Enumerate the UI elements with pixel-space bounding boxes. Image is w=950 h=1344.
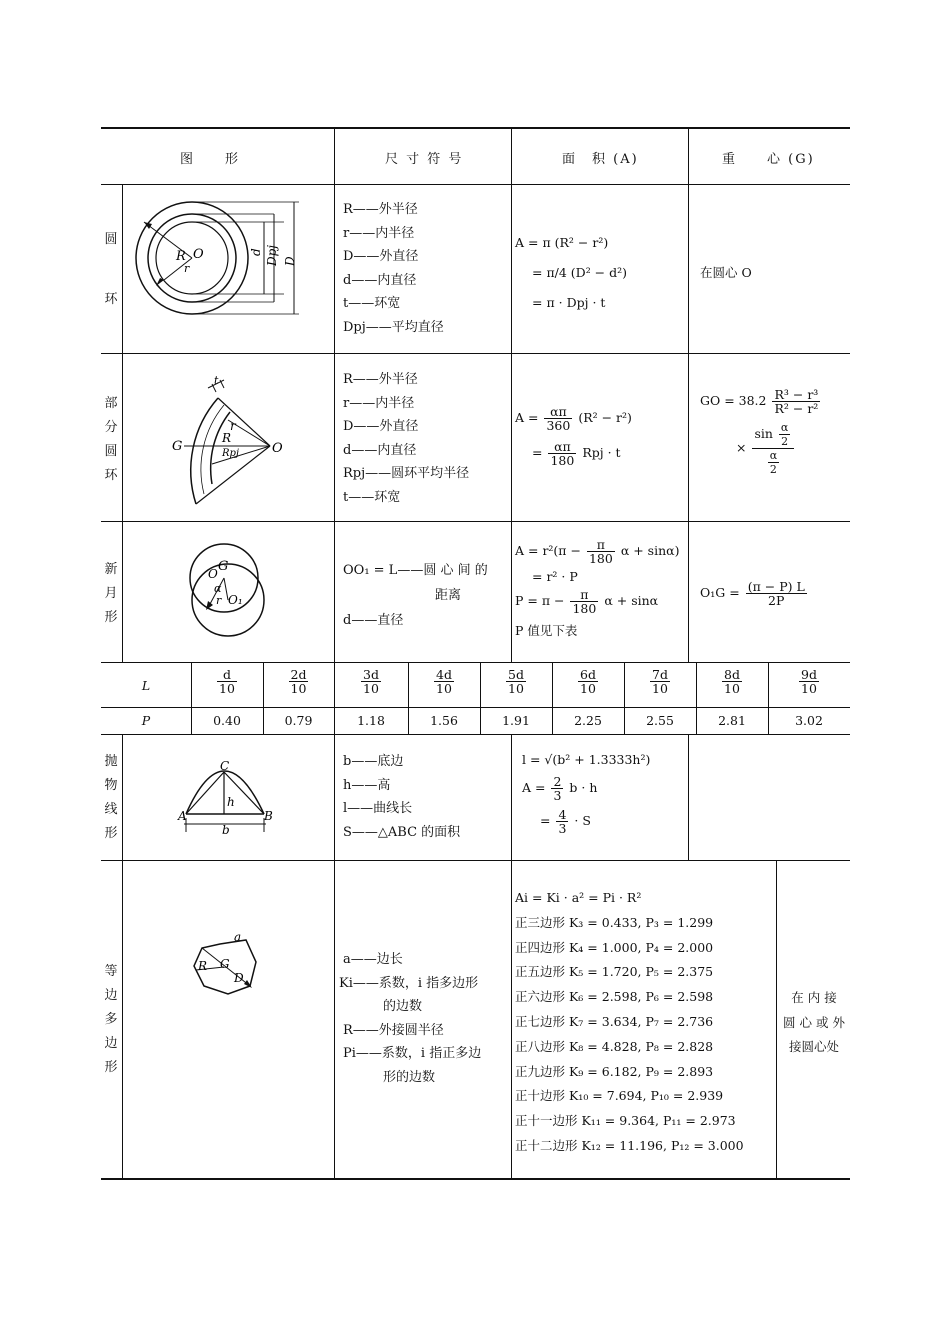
lp-L-cell <box>552 668 624 695</box>
ring-symbol: Dpj——平均直径 <box>343 319 444 335</box>
polygon-formula-row: 正十一边形 K₁₁ = 9.364, P₁₁ = 2.973 <box>515 1113 736 1129</box>
frac-den: 10 <box>290 681 307 696</box>
partial-ring-symbol: t——环宽 <box>343 489 401 505</box>
partial-ring-symbol: Rpj——圆环平均半径 <box>343 466 470 481</box>
crescent-fig-alpha: α <box>214 582 222 595</box>
parabola-symbols <box>343 750 460 844</box>
ring-fig-O: O <box>193 247 204 262</box>
ring-area-line: A = π (R² − r²) <box>515 235 609 250</box>
parabola-area2-tail: · S <box>574 813 591 828</box>
sin-label: sin <box>754 426 773 441</box>
figure-col-rule <box>334 127 335 662</box>
parabola-fig-A: A <box>178 809 187 823</box>
ring-symbol: r——内半径 <box>343 225 415 241</box>
partial-ring-area-eq2: = <box>532 445 543 460</box>
parabola-symbol: l——曲线长 <box>343 801 413 816</box>
partial-ring-area-frac2 <box>548 440 576 467</box>
polygon-formula-row: 正六边形 K₆ = 2.598, P₆ = 2.598 <box>515 989 714 1005</box>
ring-symbol: d——内直径 <box>343 272 417 288</box>
frac-num: d <box>217 668 237 682</box>
parabola-symbol: S——△ABC 的面积 <box>343 824 461 840</box>
polygon-symbol: Pi——系数，i 指正多边 <box>343 1046 482 1061</box>
polygon-label-char: 形 <box>104 1060 118 1075</box>
frac-den: 10 <box>724 681 740 696</box>
crescent-centroid-frac <box>746 580 807 607</box>
partial-ring-label-char: 分 <box>104 420 118 435</box>
crescent-label <box>103 558 119 630</box>
polygon-symbol: a——边长 <box>343 952 403 967</box>
parabola-area2-prefix: = <box>540 813 551 828</box>
ring-fig-d: d <box>249 248 263 256</box>
ring-symbol: t——环宽 <box>343 296 401 311</box>
polygon-symbol: 的边数 <box>383 999 423 1014</box>
ring-symbols <box>343 198 444 339</box>
polygon-symbol: R——外接圆半径 <box>343 1022 444 1038</box>
frac-num: π <box>587 538 615 552</box>
polygon-figure <box>124 920 334 1020</box>
parabola-label-char: 线 <box>104 802 118 817</box>
frac-num: απ <box>548 440 576 454</box>
frac-num: R³ − r³ <box>774 387 819 402</box>
polygon-formula-row: 正五边形 K₅ = 1.720, P₅ = 2.375 <box>515 964 714 980</box>
frac-num: απ <box>544 405 572 419</box>
frac-den: 10 <box>580 681 596 696</box>
crescent-area4: P 值见下表 <box>515 623 578 638</box>
frac-den: 10 <box>508 681 524 696</box>
header-area: 面 积 (A) <box>562 152 639 167</box>
frac-den: 2 <box>769 463 777 476</box>
polygon-label-char: 等 <box>104 964 118 979</box>
ring-fig-R: R <box>176 249 186 264</box>
frac-num: 4 <box>558 807 567 822</box>
crescent-area2: = r² · P <box>532 569 578 584</box>
lp-L-cell <box>191 668 263 695</box>
polygon-symbols <box>339 948 481 1089</box>
frac-num: α <box>769 449 778 462</box>
frac-den: 3 <box>553 788 562 803</box>
frac-den: 2 <box>781 435 789 448</box>
lp-P-cell: 0.40 <box>213 713 241 728</box>
polygon-formula-row: 正三边形 K₃ = 0.433, P₃ = 1.299 <box>515 914 714 930</box>
lp-P-cell: 2.55 <box>646 713 674 728</box>
partial-ring-figure <box>124 360 334 518</box>
parabola-symbol: h——高 <box>343 777 391 793</box>
polygon-symbol: 形的边数 <box>383 1069 436 1085</box>
lp-P-cell: 1.91 <box>502 713 530 728</box>
frac-num: π <box>570 588 598 602</box>
frac-num: 2 <box>553 774 562 789</box>
frac-num: 8d <box>724 667 740 682</box>
ring-centroid: 在圆心 O <box>700 265 752 280</box>
crescent-label-char: 新 <box>104 562 118 577</box>
frac-num: 5d <box>508 667 524 682</box>
partial-ring-fig-r: r <box>230 419 236 433</box>
parabola-label-char: 形 <box>104 826 118 841</box>
lp-P-cell: 3.02 <box>795 713 823 728</box>
crescent-symbols <box>343 558 488 633</box>
crescent-centroid-prefix: O₁G = <box>700 585 740 600</box>
frac-num: 2d <box>290 667 307 682</box>
partial-ring-centroid <box>700 388 822 476</box>
ring-fig-D: D <box>283 256 297 266</box>
polygon-centroid-line: 在 内 接 <box>791 990 837 1005</box>
lp-L-cell <box>480 668 552 695</box>
partial-ring-label-char: 环 <box>104 468 118 483</box>
lp-P-cell: 0.79 <box>284 713 313 728</box>
frac-den: 180 <box>572 601 597 616</box>
polygon-formula-row: 正四边形 K₄ = 1.000, P₄ = 2.000 <box>515 939 714 955</box>
partial-ring-area-prefix: A = <box>515 410 539 425</box>
partial-ring-fig-R: R <box>222 431 232 445</box>
lp-L-cell <box>768 668 850 695</box>
partial-ring-fig-t: t <box>214 374 219 387</box>
parabola-area1-tail: b · h <box>569 780 598 795</box>
frac-num: 3d <box>363 667 379 682</box>
crescent-symbol: 距离 <box>435 588 462 603</box>
ring-bottom-rule <box>101 353 850 354</box>
polygon-fig-R: R <box>198 959 208 973</box>
partial-ring-area-frac1 <box>544 405 572 432</box>
crescent-label-char: 月 <box>104 586 118 601</box>
area-col-rule-polygon <box>776 860 777 1178</box>
partial-ring-centroid-sin-frac <box>752 421 794 476</box>
parabola-label-char: 抛 <box>104 754 118 769</box>
ring-area-line: = π · Dpj · t <box>532 295 606 310</box>
parabola-area1-frac <box>551 775 563 802</box>
frac-den: 10 <box>363 681 379 696</box>
partial-ring-label <box>103 392 119 488</box>
partial-ring-centroid-times: × <box>736 440 747 455</box>
polygon-fig-G: G <box>220 957 230 971</box>
header-symbols: 尺 寸 符 号 <box>385 152 464 167</box>
polygon-formula-row: 正九边形 K₉ = 6.182, P₉ = 2.893 <box>515 1063 714 1079</box>
partial-ring-fig-G: G <box>172 439 183 454</box>
frac-den: R² − r² <box>774 401 819 416</box>
polygon-centroid-line: 接圆心处 <box>788 1039 839 1054</box>
frac-den: 180 <box>588 551 613 566</box>
label-col-rule <box>122 184 123 662</box>
partial-ring-symbol: R——外半径 <box>343 372 418 387</box>
frac-den: 360 <box>546 418 571 433</box>
table-bottom-rule <box>101 1178 850 1180</box>
ring-fig-Dpj: Dpj <box>265 244 279 266</box>
ring-symbol: R——外半径 <box>343 202 418 217</box>
frac-den: 10 <box>436 681 452 696</box>
polygon-fig-a: a <box>234 930 242 944</box>
partial-ring-symbol: d——内直径 <box>343 442 417 458</box>
polygon-formula-row: 正十二边形 K₁₂ = 11.196, P₁₂ = 3.000 <box>515 1137 744 1153</box>
parabola-figure <box>124 740 334 858</box>
lp-P-cell: 1.56 <box>430 713 458 728</box>
parabola-bottom-rule <box>101 860 850 861</box>
frac-num: (π − P) L <box>747 579 805 594</box>
parabola-label-char: 物 <box>104 778 118 793</box>
polygon-fig-D: D <box>234 971 244 985</box>
lp-L-cell <box>408 668 480 695</box>
ring-figure <box>124 188 334 350</box>
partial-ring-label-char: 部 <box>104 396 118 411</box>
partial-ring-bottom-rule <box>101 521 850 522</box>
polygon-label-char: 边 <box>104 1036 118 1051</box>
crescent-area3-prefix: P = π − <box>515 593 565 608</box>
label-col-rule-lower <box>122 734 123 1178</box>
partial-ring-centroid-frac <box>772 388 820 415</box>
parabola-area2-frac <box>556 808 568 835</box>
parabola-symbol: b——底边 <box>343 754 404 769</box>
crescent-figure <box>124 524 334 660</box>
ring-label-char: 环 <box>104 292 118 307</box>
frac-num: α <box>780 421 789 434</box>
lp-L-cell <box>334 668 408 695</box>
polygon-formulas <box>515 886 744 1159</box>
crescent-area3-tail: α + sinα <box>604 593 659 608</box>
polygon-symbol: Ki——系数，i 指多边形 <box>339 975 479 991</box>
polygon-centroid-line: 圆 心 或 外 <box>783 1014 845 1030</box>
ring-area <box>515 228 627 318</box>
polygon-label-char: 边 <box>104 988 118 1003</box>
frac-num: 4d <box>436 667 452 682</box>
crescent-fig-G: G <box>218 559 229 574</box>
frac-den: 2P <box>768 593 785 608</box>
polygon-label-char: 多 <box>104 1012 118 1027</box>
polygon-formula-row: 正七边形 K₇ = 3.634, P₇ = 2.736 <box>515 1013 714 1029</box>
symbol-col-rule <box>511 127 512 662</box>
partial-ring-symbol: D——外直径 <box>343 419 419 434</box>
table-top-rule <box>101 127 850 129</box>
frac-num: 9d <box>801 667 817 682</box>
crescent-fig-O1: O₁ <box>228 593 243 607</box>
ring-fig-r: r <box>184 262 190 275</box>
partial-ring-symbol: r——内半径 <box>343 395 415 411</box>
partial-ring-centroid-prefix: GO = 38.2 <box>700 393 767 408</box>
crescent-area1-tail: α + sinα) <box>620 543 680 558</box>
lp-P-cell: 2.81 <box>718 713 746 728</box>
polygon-formula-head: Ai = Ki · a² = Pi · R² <box>515 890 642 905</box>
frac-den: 10 <box>652 681 668 696</box>
partial-ring-area-tail2: Rpj · t <box>582 445 621 460</box>
crescent-area3-frac <box>570 588 598 615</box>
partial-ring-area-tail1: (R² − r²) <box>578 410 632 425</box>
header-centroid: 重 心 (G) <box>722 152 815 167</box>
parabola-fig-B: B <box>264 809 273 823</box>
frac-den: 10 <box>219 681 235 696</box>
header-figure: 图 形 <box>180 152 241 167</box>
crescent-centroid <box>700 580 809 607</box>
crescent-label-char: 形 <box>104 610 118 625</box>
crescent-fig-r: r <box>216 594 222 607</box>
partial-ring-fig-O: O <box>272 441 283 456</box>
lp-L-cell <box>263 668 334 695</box>
ring-label-char: 圆 <box>104 232 118 247</box>
ring-symbol: D——外直径 <box>343 249 419 264</box>
parabola-label <box>103 750 119 846</box>
lp-L-cell <box>624 668 696 695</box>
ring-area-line: = π/4 (D² − d²) <box>532 265 628 280</box>
figure-col-rule-lower <box>334 734 335 1178</box>
polygon-formula-row: 正十边形 K₁₀ = 7.694, P₁₀ = 2.939 <box>515 1088 724 1104</box>
parabola-fig-h: h <box>227 795 235 809</box>
area-col-rule-parabola <box>688 734 689 860</box>
lp-bottom-rule <box>101 734 850 735</box>
area-col-rule <box>688 127 689 662</box>
polygon-label <box>103 960 119 1080</box>
frac-num: 7d <box>652 667 668 682</box>
parabola-fig-b: b <box>222 823 230 837</box>
polygon-formula-row: 正八边形 K₈ = 4.828, P₈ = 2.828 <box>515 1038 714 1054</box>
lp-P-cell: 1.18 <box>357 713 385 728</box>
lp-L-cell <box>696 668 768 695</box>
crescent-bottom-rule <box>101 662 850 663</box>
parabola-fig-C: C <box>220 759 230 773</box>
frac-den: 3 <box>558 821 567 836</box>
partial-ring-area <box>515 405 632 467</box>
lp-P-cell: 2.25 <box>574 713 602 728</box>
lp-mid-rule <box>101 707 850 708</box>
ring-label <box>103 228 119 312</box>
lp-L-label: L <box>141 678 151 693</box>
frac-num: 6d <box>580 667 596 682</box>
crescent-symbol: d——直径 <box>343 613 404 628</box>
crescent-fig-O: O <box>208 567 218 581</box>
parabola-area1-prefix: A = <box>522 780 546 795</box>
frac-den: 180 <box>550 453 575 468</box>
parabola-length: l = √(b² + 1.3333h²) <box>522 752 651 767</box>
crescent-area1-frac <box>587 538 615 565</box>
partial-ring-fig-Rpj: Rpj <box>222 448 240 459</box>
lp-P-label: P <box>141 713 151 728</box>
symbol-col-rule-lower <box>511 734 512 1178</box>
partial-ring-label-char: 圆 <box>104 444 118 459</box>
header-bottom-rule <box>101 184 850 185</box>
polygon-centroid <box>780 986 848 1060</box>
frac-den: 10 <box>801 681 817 696</box>
crescent-area1-prefix: A = r²(π − <box>515 543 581 558</box>
crescent-area <box>515 538 679 639</box>
crescent-symbol: OO₁ = L——圆 心 间 的 <box>343 563 488 578</box>
partial-ring-symbols <box>343 368 469 509</box>
parabola-area <box>522 752 650 835</box>
